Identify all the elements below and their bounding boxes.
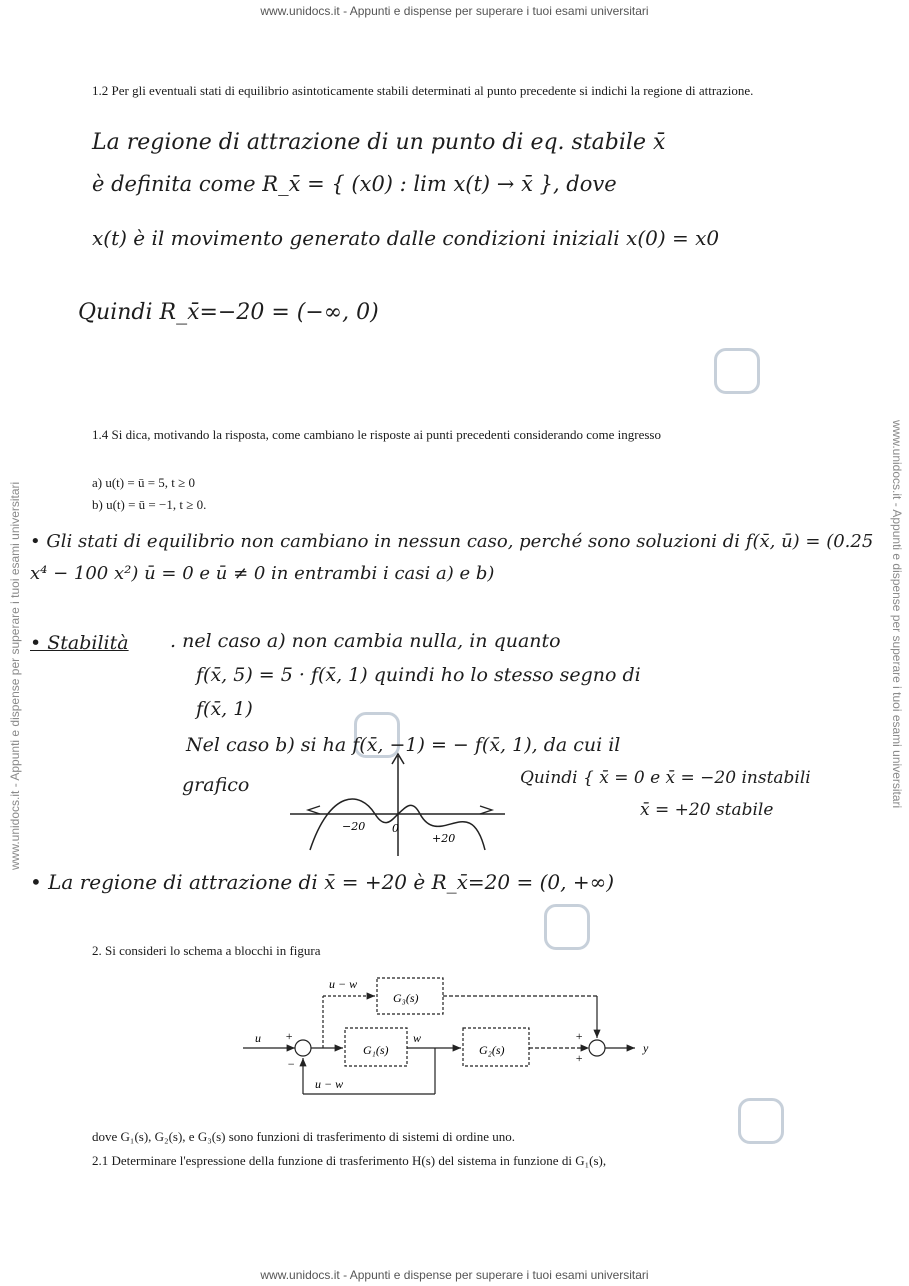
diagram-g1-label: G₁(s) bbox=[363, 1043, 389, 1057]
option-a: a) u(t) = ū = 5, t ≥ 0 bbox=[92, 475, 196, 490]
diagram-plus-3: + bbox=[575, 1051, 584, 1065]
answer-1-4-stability-line4: Nel caso b) si ha f(x̄, −1) = − f(x̄, 1), da cui il bbox=[186, 734, 621, 756]
diagram-minus-1: − bbox=[287, 1057, 296, 1071]
diagram-g2-label: G₂(s) bbox=[479, 1043, 505, 1057]
answer-1-4-stability-label: • Stabilità bbox=[30, 632, 129, 654]
logo-watermark-icon bbox=[544, 904, 590, 950]
diagram-output-label: y bbox=[643, 1041, 649, 1055]
graph-label-p20: +20 bbox=[432, 832, 456, 845]
answer-1-4-stability-line5: grafico bbox=[182, 774, 250, 796]
answer-1-4-stability-line3: f(x̄, 1) bbox=[196, 698, 253, 720]
answer-1-4-attraction: • La regione di attrazione di x̄ = +20 è R_x̄=20 = (0, +∞) bbox=[30, 870, 615, 894]
question-2: 2. Si consideri lo schema a blocchi in figura bbox=[92, 943, 321, 958]
graph-label-m20: −20 bbox=[342, 820, 366, 833]
graph-label-0: 0 bbox=[392, 822, 399, 835]
watermark-right: www.unidocs.it - Appunti e dispense per superare i tuoi esami universitari bbox=[890, 420, 904, 809]
watermark-left: www.unidocs.it - Appunti e dispense per superare i tuoi esami universitari bbox=[8, 481, 22, 870]
where-text: dove G₁(s), G₂(s), e G₃(s) sono funzioni di trasferimento di sistemi di ordine uno. bbox=[92, 1129, 516, 1144]
answer-1-2-line2: è definita come R_x̄ = { (x0) : lim x(t) → x̄ }, dove bbox=[92, 172, 617, 196]
answer-1-2-line3: x(t) è il movimento generato dalle condizioni iniziali x(0) = x0 bbox=[92, 226, 720, 250]
diagram-top-branch-label: u − w bbox=[329, 977, 358, 991]
answer-1-4-equilibria: • Gli stati di equilibrio non cambiano in nessun caso, perché sono soluzioni di f(x̄, ū) = (0.25 x⁴ − 100 x²) ū = 0 e ū ≠ 0 in entrambi i casi a) e b) bbox=[30, 531, 874, 584]
question-1-4: 1.4 Si dica, motivando la risposta, come cambiano le risposte ai punti precedenti considerando come ingresso bbox=[92, 427, 661, 442]
option-b: b) u(t) = ū = −1, t ≥ 0. bbox=[92, 497, 207, 512]
answer-1-4-stability-line1: . nel caso a) non cambia nulla, in quanto bbox=[170, 630, 561, 652]
sketch-graph bbox=[280, 750, 510, 860]
diagram-g3-label: G₃(s) bbox=[393, 991, 419, 1005]
diagram-plus-1: + bbox=[285, 1029, 294, 1043]
diagram-plus-2: + bbox=[575, 1029, 584, 1043]
watermark-bottom: www.unidocs.it - Appunti e dispense per superare i tuoi esami universitari bbox=[260, 1268, 649, 1282]
answer-1-2-line4: Quindi R_x̄=−20 = (−∞, 0) bbox=[78, 300, 379, 325]
watermark-top: www.unidocs.it - Appunti e dispense per superare i tuoi esami universitari bbox=[260, 4, 649, 18]
question-2-1: 2.1 Determinare l'espressione della funzione di trasferimento H(s) del sistema in funzione di G₁(s), bbox=[92, 1153, 607, 1168]
diagram-input-label: u bbox=[255, 1031, 261, 1045]
block-diagram bbox=[235, 966, 695, 1106]
answer-1-4-quindi-2: x̄ = +20 stabile bbox=[640, 800, 774, 820]
answer-1-4-quindi: Quindi { x̄ = 0 e x̄ = −20 instabili bbox=[520, 768, 811, 788]
summing-junction-2 bbox=[589, 1040, 605, 1056]
logo-watermark-icon bbox=[714, 348, 760, 394]
diagram-feedback-label: u − w bbox=[315, 1077, 344, 1091]
answer-1-2-line1: La regione di attrazione di un punto di eq. stabile x̄ bbox=[92, 130, 666, 155]
question-1-2: 1.2 Per gli eventuali stati di equilibrio asintoticamente stabili determinati al punto precedente si indichi la regione di attrazione. bbox=[92, 83, 754, 98]
summing-junction-1 bbox=[295, 1040, 311, 1056]
answer-1-4-stability-line2: f(x̄, 5) = 5 · f(x̄, 1) quindi ho lo stesso segno di bbox=[196, 664, 641, 686]
diagram-w-label: w bbox=[413, 1031, 422, 1045]
